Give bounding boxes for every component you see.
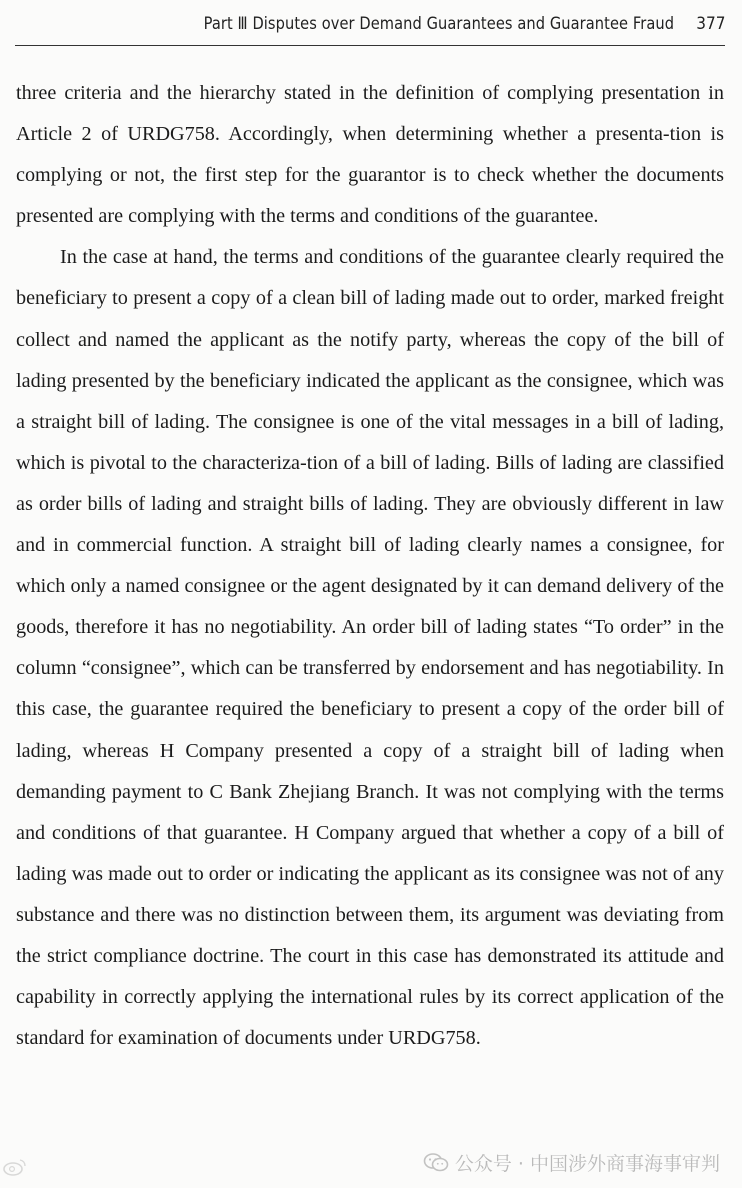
page-number: 377 — [695, 14, 725, 34]
running-header-title: Part Ⅲ Disputes over Demand Guarantees and Guarantee Fraud — [203, 14, 674, 34]
paragraph-continued: three criteria and the hierarchy stated in the definition of complying presentation in Article 2 of URDG758. Accordingly, when determining whether a presenta-tion is complying or not, the first step for the guarantor is to check whether the documents presented are complying with the terms and conditions of the guarantee. — [16, 82, 724, 228]
wechat-icon — [423, 1152, 449, 1172]
header-divider — [15, 45, 725, 46]
body-text — [16, 73, 724, 1059]
running-header — [0, 0, 742, 48]
watermark-right — [423, 1150, 720, 1174]
watermark-left — [2, 1156, 28, 1178]
paragraph-case-at-hand: In the case at hand, the terms and conditions of the guarantee clearly required the beneficiary to present a copy of a clean bill of lading made out to order, marked freight collect and named the applicant as the notify party, whereas the copy of the bill of lading presented by the beneficiary indicated the applicant as the consignee, which was a straight bill of lading. The consignee is one of the vital messages in a bill of lading, which is pivotal to the characteriza-tion of a bill of lading. Bills of lading are classified as order bills of lading and straight bills of lading. They are obviously different in law and in commercial function. A straight bill of lading clearly names a consignee, for which only a named consignee or the agent designated by it can demand delivery of the goods, therefore it has no negotiability. An order bill of lading states “To order” in the column “consignee”, which can be transferred by endorsement and has negotiability. In this case, the guarantee required the beneficiary to present a copy of the order bill of lading, whereas H Company presented a copy of a straight bill of lading when demanding payment to C Bank Zhejiang Branch. It was not complying with the terms and conditions of that guarantee. H Company argued that whether a copy of a bill of lading was made out to order or indicating the applicant as its consignee was not of any substance and there was no distinction between them, its argument was deviating from the strict compliance doctrine. The court in this case has demonstrated its attitude and capability in correctly applying the international rules by its correct application of the standard for examination of documents under URDG758. — [16, 246, 724, 1050]
watermark-text: 公众号 · 中国涉外商事海事审判 — [454, 1152, 720, 1175]
weibo-icon — [2, 1157, 28, 1177]
